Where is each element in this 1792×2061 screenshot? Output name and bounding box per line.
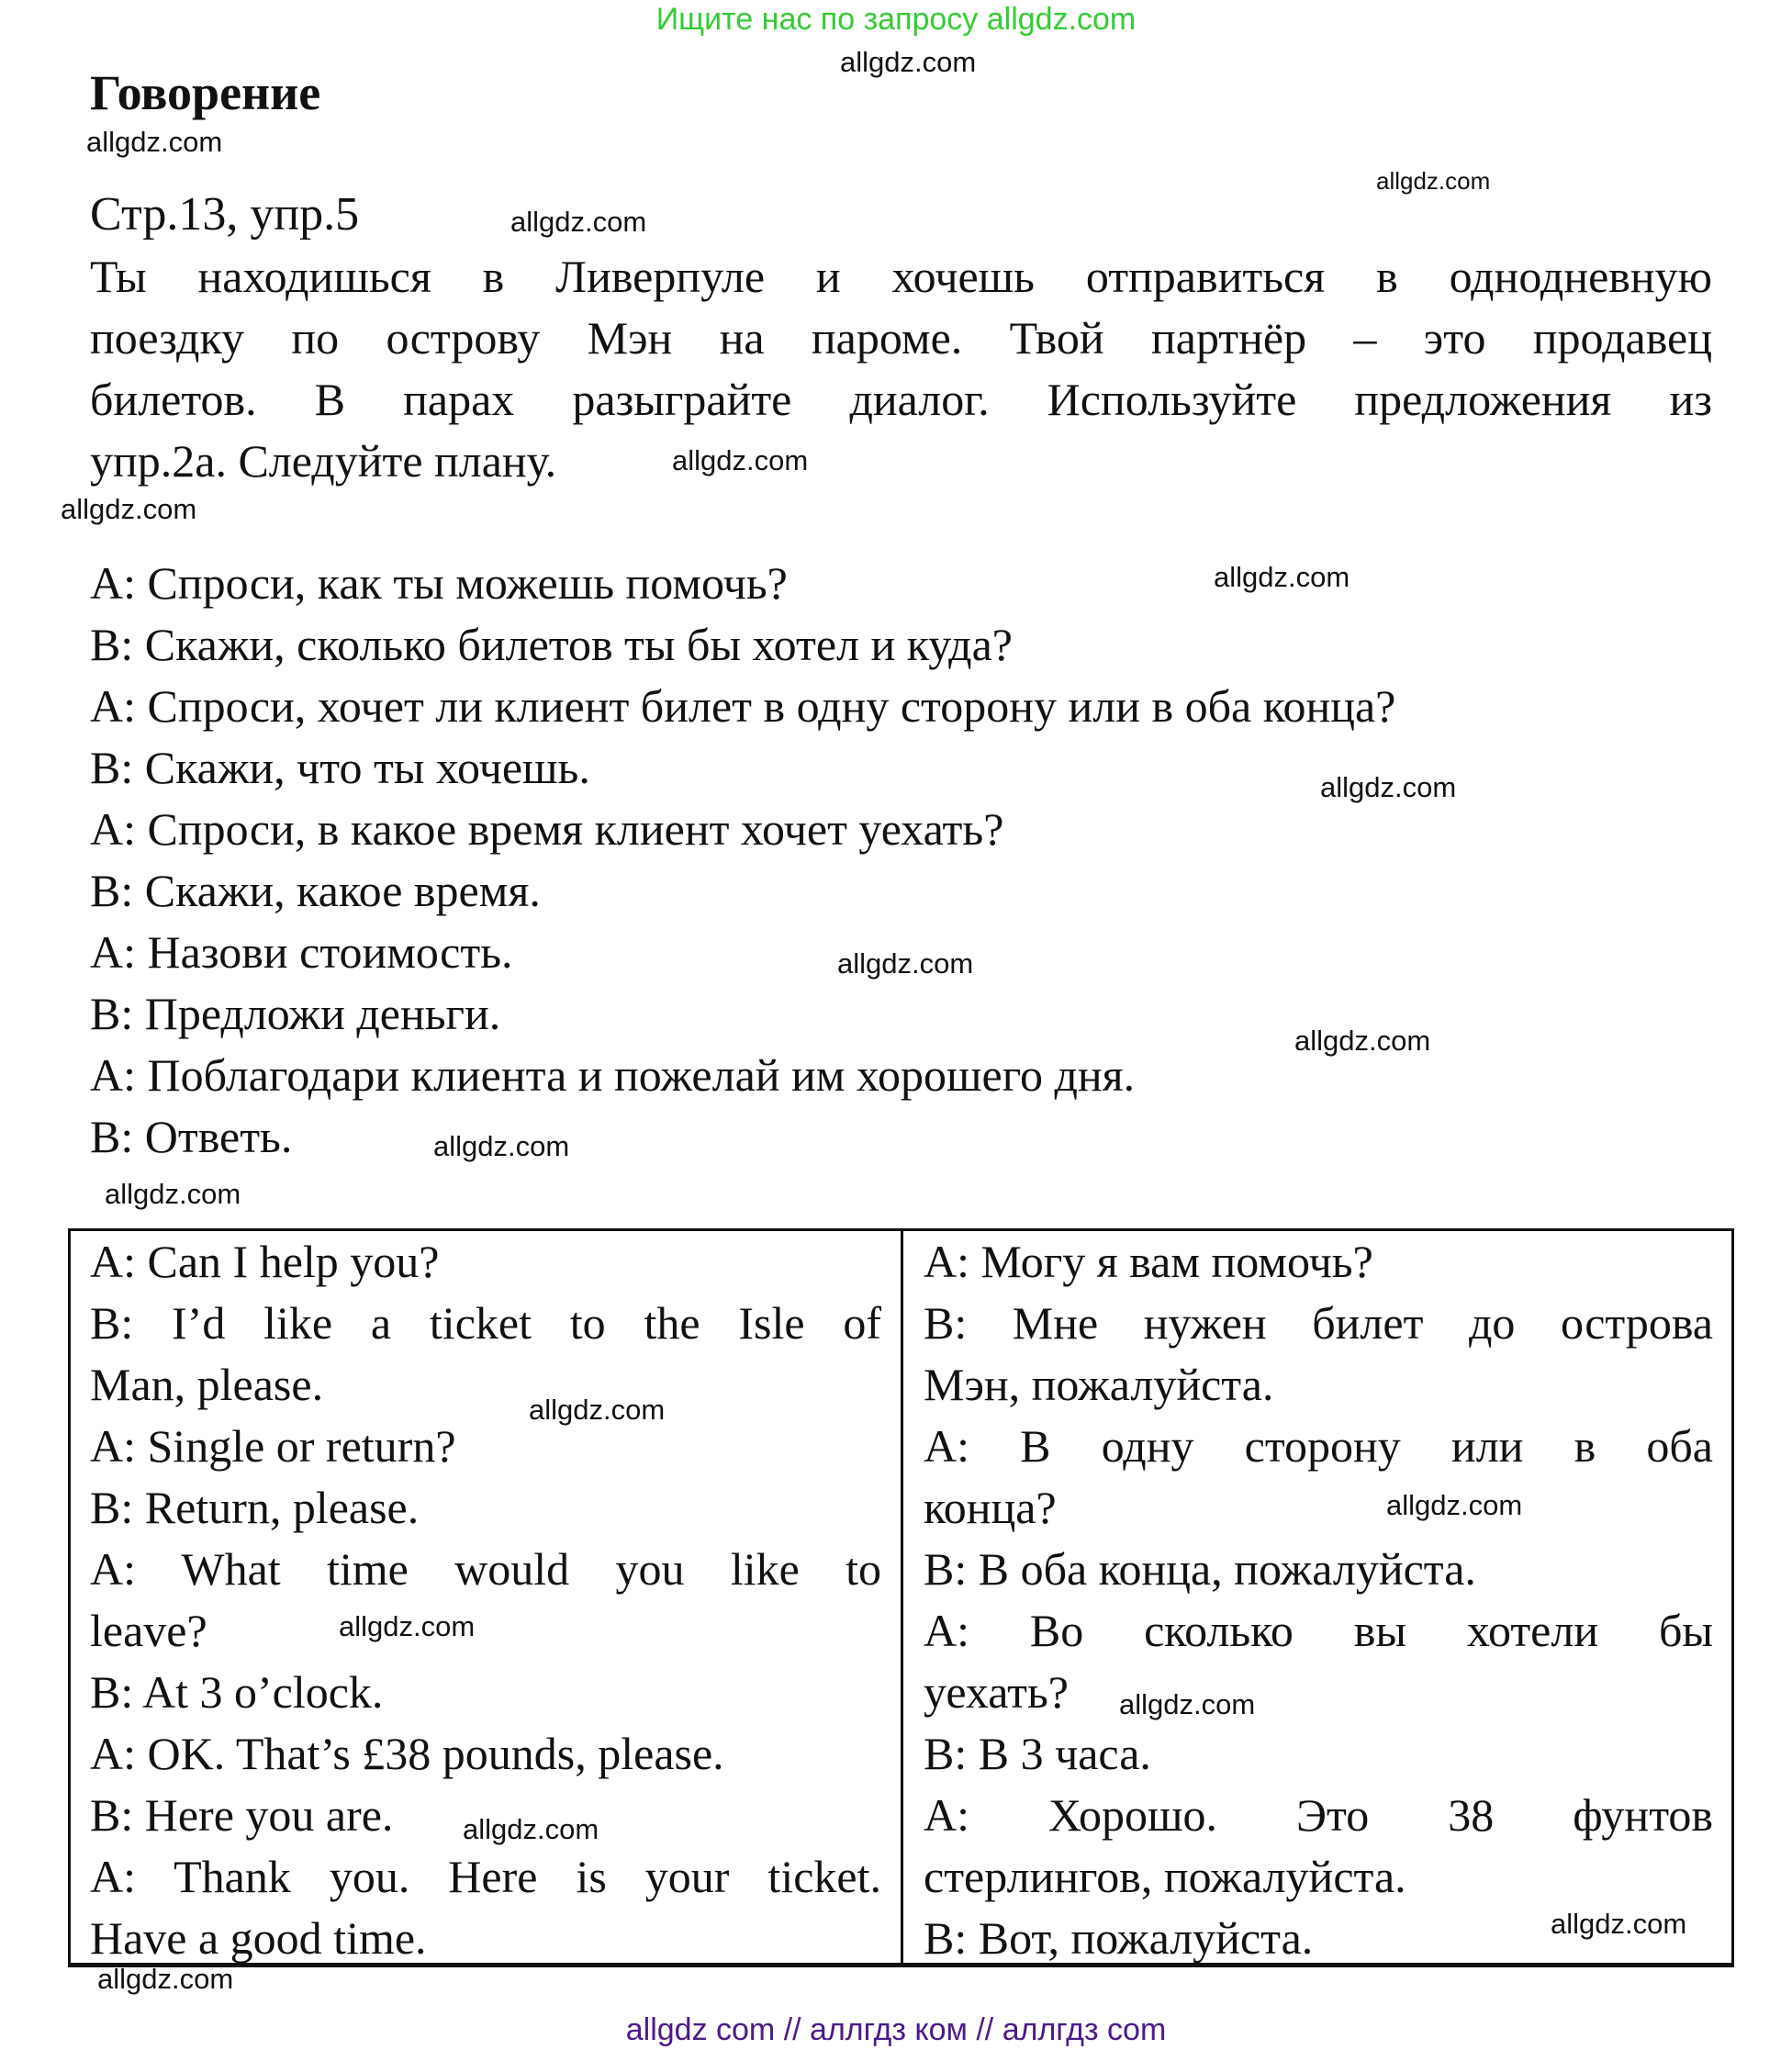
text-line: B: Мне нужен билет до острова <box>924 1297 1713 1349</box>
text-line: упр.2а. Следуйте плану. <box>90 435 557 487</box>
text-line: уехать? <box>924 1666 1069 1718</box>
text-line: A: OK. That’s £38 pounds, please. <box>90 1728 724 1779</box>
text-line: B: Ответь. <box>90 1111 293 1162</box>
text-line: Мэн, пожалуйста. <box>924 1359 1274 1410</box>
watermark: allgdz.com <box>837 947 974 980</box>
text-line: B: Скажи, сколько билетов ты бы хотел и куда? <box>90 619 1013 670</box>
text-line: A: Спроси, как ты можешь помочь? <box>90 557 788 609</box>
watermark: allgdz.com <box>1551 1908 1687 1940</box>
watermark: allgdz.com <box>463 1813 599 1845</box>
watermark: allgdz.com <box>1320 771 1457 803</box>
text-line: A: Могу я вам помочь? <box>924 1236 1373 1287</box>
text-line: Ты находишься в Ливерпуле и хочешь отправиться в однодневную <box>90 251 1712 302</box>
text-line: A: Thank you. Here is your ticket. <box>90 1851 881 1902</box>
text-line: B: At 3 o’clock. <box>90 1666 384 1718</box>
watermark: allgdz.com <box>339 1610 476 1642</box>
top-banner: Ищите нас по запросу allgdz.com <box>655 2 1137 37</box>
text-line: A: Спроси, в какое время клиент хочет уехать? <box>90 803 1004 855</box>
watermark: allgdz.com <box>510 206 647 238</box>
text-line: A: Назови стоимость. <box>90 926 513 978</box>
watermark: allgdz.com <box>97 1963 234 1995</box>
text-line: A: Поблагодари клиента и пожелай им хорошего дня. <box>90 1049 1136 1101</box>
text-line: билетов. В парах разыграйте диалог. Используйте предложения из <box>90 374 1712 425</box>
text-line: B: Return, please. <box>90 1482 420 1533</box>
watermark: allgdz.com <box>1119 1688 1256 1720</box>
text-line: A: Во сколько вы хотели бы <box>924 1605 1713 1656</box>
watermark: allgdz.com <box>840 46 977 78</box>
watermark: allgdz.com <box>529 1394 666 1426</box>
watermark: allgdz.com <box>86 126 223 158</box>
text-line: конца? <box>924 1482 1057 1533</box>
text-line: A: В одну сторону или в оба <box>924 1420 1713 1472</box>
watermark: allgdz.com <box>1376 167 1491 195</box>
exercise-reference: Стр.13, упр.5 <box>90 188 360 241</box>
text-line: B: Предложи деньги. <box>90 988 501 1039</box>
text-line: B: Скажи, что ты хочешь. <box>90 742 590 793</box>
text-line: поездку по острову Мэн на пароме. Твой партнёр – это продавец <box>90 312 1712 364</box>
watermark: allgdz.com <box>433 1130 570 1162</box>
section-title: Говорение <box>90 65 321 120</box>
text-line: B: Скажи, какое время. <box>90 865 541 916</box>
watermark: allgdz.com <box>1294 1025 1431 1057</box>
watermark: allgdz.com <box>61 493 197 525</box>
text-line: B: В оба конца, пожалуйста. <box>924 1543 1476 1595</box>
table-divider <box>901 1228 903 1967</box>
bottom-banner: allgdz com // аллгдз ком // аллгдз com <box>625 2012 1167 2047</box>
text-line: B: В 3 часа. <box>924 1728 1151 1779</box>
text-line: B: Here you are. <box>90 1789 394 1841</box>
watermark: allgdz.com <box>672 444 809 476</box>
text-line: A: What time would you like to <box>90 1543 881 1595</box>
text-line: B: I’d like a ticket to the Isle of <box>90 1297 881 1349</box>
watermark: allgdz.com <box>105 1178 241 1210</box>
text-line: A: Хорошо. Это 38 фунтов <box>924 1789 1713 1841</box>
text-line: A: Single or return? <box>90 1420 456 1472</box>
text-line: B: Вот, пожалуйста. <box>924 1912 1314 1964</box>
text-line: стерлингов, пожалуйста. <box>924 1851 1406 1902</box>
text-line: A: Can I help you? <box>90 1236 440 1287</box>
text-line: Have a good time. <box>90 1912 427 1964</box>
text-line: A: Спроси, хочет ли клиент билет в одну сторону или в оба конца? <box>90 680 1396 732</box>
watermark: allgdz.com <box>1386 1489 1523 1521</box>
text-line: Man, please. <box>90 1359 324 1410</box>
text-line: leave? <box>90 1605 207 1656</box>
watermark: allgdz.com <box>1214 561 1350 593</box>
